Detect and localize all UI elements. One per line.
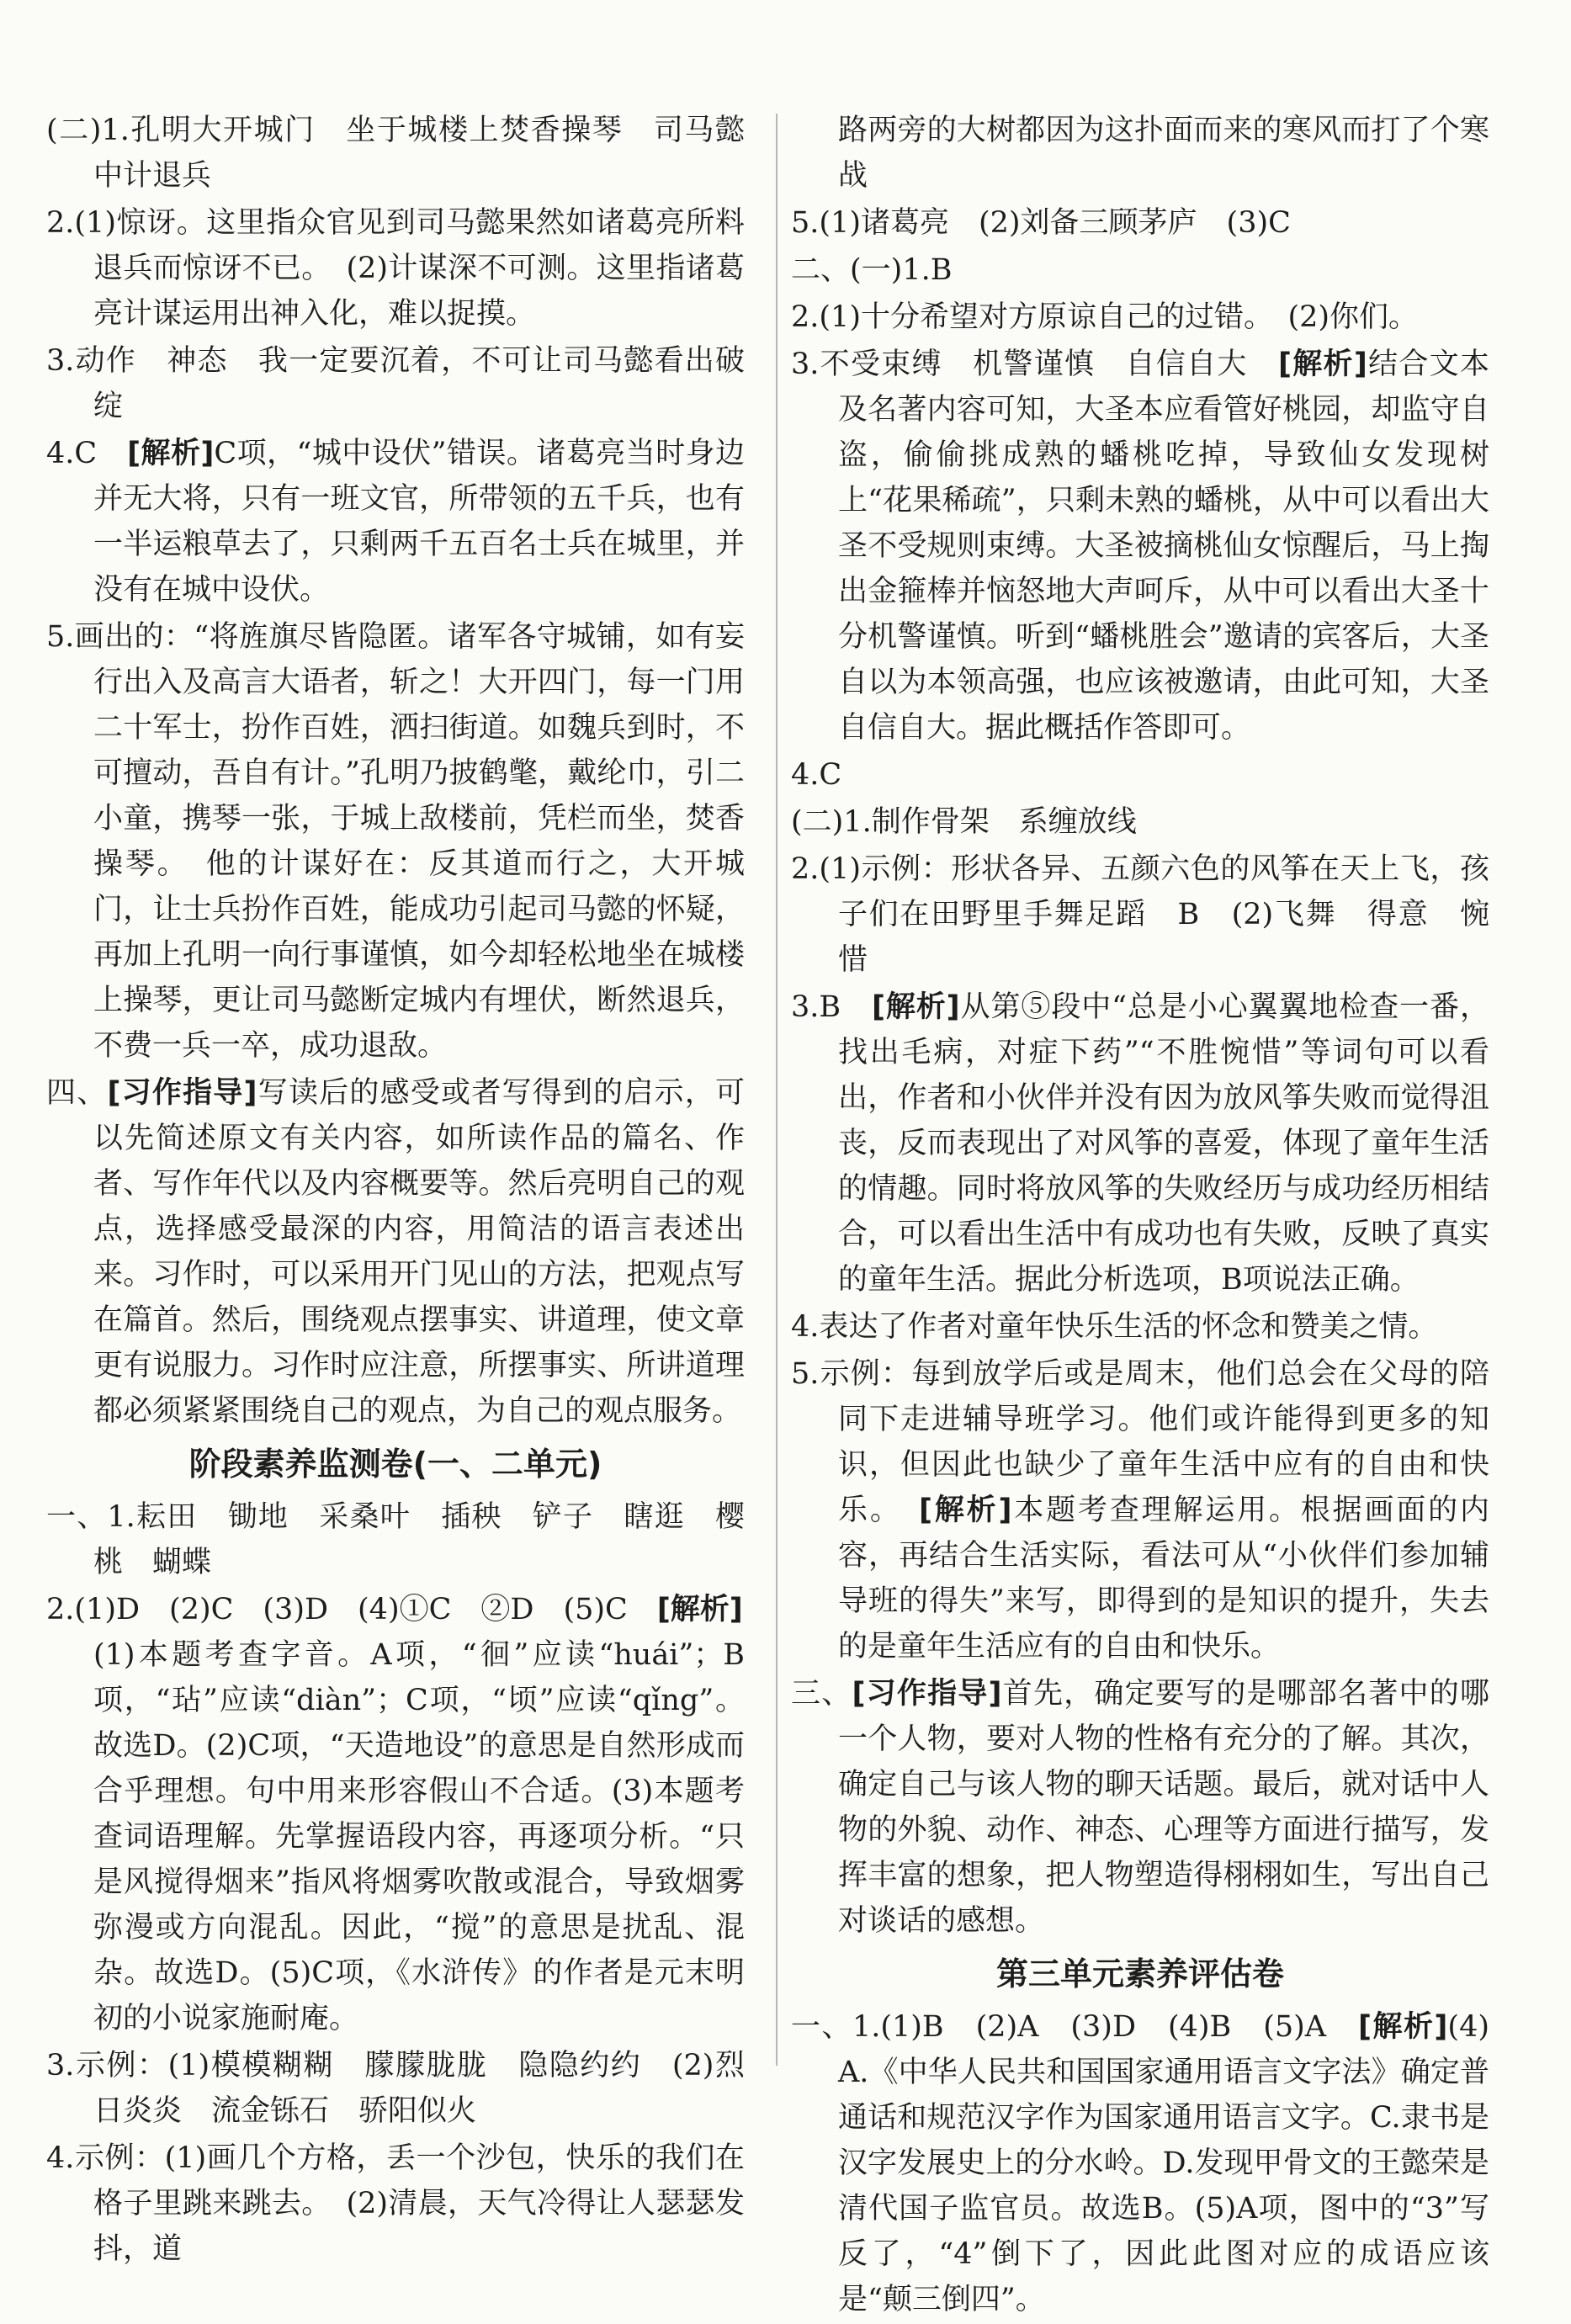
- answer-item: 4.示例：(1)画几个方格，丢一个沙包，快乐的我们在格子里跳来跳去。 (2)清晨，天气冷得让人瑟瑟发抖，道: [46, 2141, 745, 2266]
- answer-item: 4.C: [791, 758, 842, 792]
- answer-item: 一、1.耘田 锄地 采桑叶 插秧 铲子 瞎逛 樱桃 蝴蝶: [46, 1500, 745, 1579]
- item-number: 四、: [46, 1076, 108, 1110]
- answer-item: (二)1.制作骨架 系缠放线: [791, 805, 1137, 839]
- analysis-tag: [解析]: [656, 1593, 743, 1626]
- answer-item: (二)1.孔明大开城门 坐于城楼上焚香操琴 司马懿中计退兵: [46, 114, 745, 193]
- analysis-text: (1)本题考查字音。A项，“徊”应读“huái”；B项，“玷”应读“diàn”；C项，“顷”应读“qǐng”。故选D。(2)C项，“天造地设”的意思是自然形成而合乎理想。句中用来形容假山不合适。(3)本题考查词语理解。先掌握语段内容，再逐项分析。“只是风搅得烟来”指风将烟雾吹散或混合，导致烟雾弥漫或方向混乱。因此，“搅”的意思是扰乱、混杂。故选D。(5)C项，《水浒传》的作者是元末明初的小说家施耐庵。: [93, 1638, 745, 2035]
- answer-item: 3.示例：(1)模模糊糊 朦朦胧胧 隐隐约约 (2)烈日炎炎 流金铄石 骄阳似火: [46, 2049, 745, 2128]
- answer-item: 4.表达了作者对童年快乐生活的怀念和赞美之情。: [791, 1310, 1438, 1344]
- column-divider: [776, 114, 778, 2066]
- answer-item: 2.(1)示例：形状各异、五颜六色的风筝在天上飞，孩子们在田野里手舞足蹈 B (2)飞舞 得意 惋惜: [791, 852, 1489, 977]
- answer-item: [791, 342, 1489, 751]
- analysis-tag: [解析]: [1277, 348, 1367, 381]
- analysis-tag: [解析]: [871, 990, 960, 1024]
- left-column: [46, 108, 745, 2274]
- analysis-tag: [解析]: [1358, 2010, 1448, 2044]
- answer-item: [791, 1671, 1489, 1944]
- item-number: 3.不受束缚 机警谨慎 自信自大: [791, 348, 1278, 381]
- writing-guide-text: 首先，确定要写的是哪部名著中的哪一个人物，要对人物的性格有充分的了解。其次，确定自己与该人物的聊天话题。最后，就对话中人物的外貌、动作、神态、心理等方面进行描写，发挥丰富的想象，把人物塑造得栩栩如生，写出自己对谈话的感想。: [838, 1677, 1489, 1938]
- writing-guide-tag: [习作指导]: [107, 1076, 257, 1110]
- analysis-tag: [解析]: [919, 1494, 1012, 1527]
- answer-item: 5.(1)诸葛亮 (2)刘备三顾茅庐 (3)C: [791, 206, 1291, 240]
- analysis-text: 本题考查理解运用。根据画面的内容，再结合生活实际，看法可从“小伙伴们参加辅导班的得失”来写，即得到的是知识的提升，失去的是童年生活应有的自由和快乐。: [838, 1494, 1489, 1663]
- answer-item: [791, 2004, 1489, 2322]
- item-number: 3.B: [791, 990, 872, 1024]
- answer-item: [46, 1070, 745, 1434]
- answer-item: [791, 984, 1489, 1303]
- analysis-text: 从第⑤段中“总是小心翼翼地检查一番，找出毛病，对症下药”“不胜惋惜”等词句可以看出，作者和小伙伴并没有因为放风筝失败而觉得沮丧，反而表现出了对风筝的喜爱，体现了童年生活的情趣。同时将放风筝的失败经历与成功经历相结合，可以看出生活中有成功也有失败，反映了真实的童年生活。据此分析选项，B项说法正确。: [838, 990, 1489, 1297]
- answer-item: 二、(一)1.B: [791, 253, 953, 287]
- analysis-tag: [解析]: [127, 437, 215, 470]
- answer-item: 5.画出的：“将旌旗尽皆隐匿。诸军各守城铺，如有妄行出入及高言大语者，斩之！大开四门，每一门用二十军士，扮作百姓，洒扫街道。如魏兵到时，不可擅动，吾自有计。”孔明乃披鹤氅，戴纶巾，引二小童，携琴一张，于城上敌楼前，凭栏而坐，焚香操琴。 他的计谋好在：反其道而行之，大开城门，让士兵扮作百姓，能成功引起司马懿的怀疑，再加上孔明一向行事谨慎，如今却轻松地坐在城楼上操琴，更让司马懿断定城内有埋伏，断然退兵，不费一兵一卒，成功退敌。: [46, 620, 745, 1063]
- answer-item: [46, 431, 745, 613]
- item-number: 4.C: [46, 437, 128, 470]
- answer-item: 2.(1)十分希望对方原谅自己的过错。 (2)你们。: [791, 300, 1419, 334]
- analysis-text: C项，“城中设伏”错误。诸葛亮当时身边并无大将，只有一班文官，所带领的五千兵，也有一半运粮草去了，只剩两千五百名士兵在城里，并没有在城中设伏。: [93, 437, 745, 607]
- continued-text: 路两旁的大树都因为这扑面而来的寒风而打了个寒战: [838, 114, 1489, 193]
- answer-item: 3.动作 神态 我一定要沉着，不可让司马懿看出破绽: [46, 344, 745, 423]
- answer-item: [46, 1587, 745, 2041]
- item-number: 5.示例：每到放学后或是周末，他们总会在父母的陪同下走进辅导班学习。他们或许能得到更多的知识，但因此也缺少了童年生活中应有的自由和快乐。: [791, 1357, 1489, 1527]
- writing-guide-text: 写读后的感受或者写得到的启示，可以先简述原文有关内容，如所读作品的篇名、作者、写作年代以及内容概要等。然后亮明自己的观点，选择感受最深的内容，用简洁的语言表述出来。习作时，可以采用开门见山的方法，把观点写在篇首。然后，围绕观点摆事实、讲道理，使文章更有说服力。习作时应注意，所摆事实、所讲道理都必须紧紧围绕自己的观点，为自己的观点服务。: [93, 1076, 745, 1428]
- writing-guide-tag: [习作指导]: [852, 1677, 1002, 1711]
- answer-item: 2.(1)惊讶。这里指众官见到司马懿果然如诸葛亮所料退兵而惊讶不已。 (2)计谋深不可测。这里指诸葛亮计谋运用出神入化，难以捉摸。: [46, 206, 745, 331]
- section-heading: 阶段素养监测卷(一、二单元): [188, 1446, 602, 1483]
- analysis-text: (4)A.《中华人民共和国国家通用语言文字法》确定普通话和规范汉字作为国家通用语言文字。C.隶书是汉字发展史上的分水岭。D.发现甲骨文的王懿荣是清代国子监官员。故选B。(5)A项，图中的“3”写反了，“4”倒下了，因此此图对应的成语应该是“颠三倒四”。: [838, 2010, 1489, 2316]
- item-number: 三、: [791, 1677, 852, 1711]
- item-number: 一、1.(1)B (2)A (3)D (4)B (5)A: [791, 2010, 1358, 2044]
- item-number: 2.(1)D (2)C (3)D (4)①C ②D (5)C: [46, 1593, 657, 1626]
- section-heading: 第三单元素养评估卷: [995, 1955, 1284, 1992]
- analysis-text: 结合文本及名著内容可知，大圣本应看管好桃园，却监守自盗，偷偷挑成熟的蟠桃吃掉，导致仙女发现树上“花果稀疏”，只剩未熟的蟠桃，从中可以看出大圣不受规则束缚。大圣被摘桃仙女惊醒后，马上掏出金箍棒并恼怒地大声呵斥，从中可以看出大圣十分机警谨慎。听到“蟠桃胜会”邀请的宾客后，大圣自以为本领高强，也应该被邀请，由此可知，大圣自信自大。据此概括作答即可。: [838, 348, 1489, 745]
- answer-item: [791, 1351, 1489, 1669]
- right-column: [791, 108, 1489, 2324]
